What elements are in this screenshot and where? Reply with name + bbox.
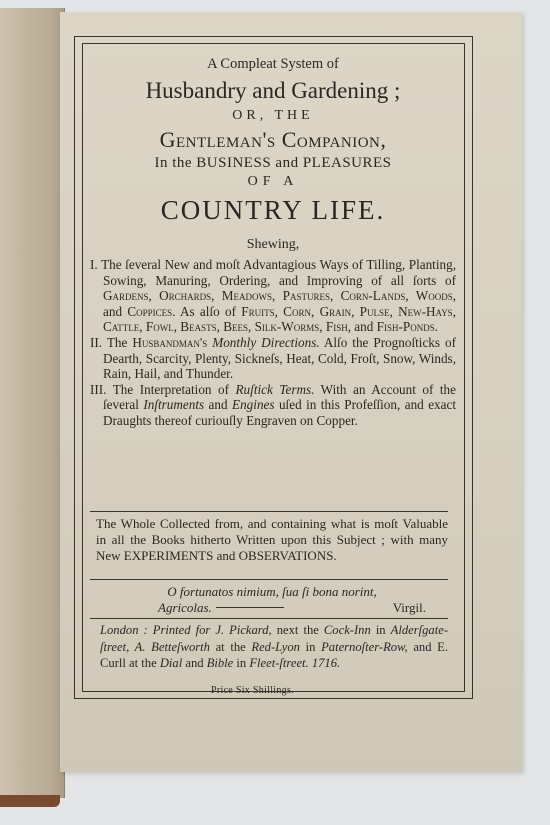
- imprint-text: London : Printed for: [100, 623, 216, 637]
- item-text: and: [351, 319, 377, 335]
- item-text: The: [106, 334, 133, 350]
- divider-rule: [90, 618, 448, 619]
- item-text: Fruits, Corn, Grain, Pulse, New-Hays, Cattle, Fowl, Beasts, Bees, Silk-Worms, Fish,: [103, 303, 456, 335]
- item-text: As alſo of: [175, 303, 242, 319]
- motto-line-1: O fortunatos nimium, ſua ſi bona norint,: [167, 584, 377, 599]
- motto-line-2: Agricolas.: [158, 600, 212, 615]
- imprint-text: in: [233, 656, 250, 670]
- title-line-7: COUNTRY LIFE.: [160, 195, 386, 225]
- imprint-text: Red-Lyon: [251, 639, 300, 654]
- item-text: Alſo the Prognoſticks of Dearth, Scarcity, Plenty, Sickneſs, Heat, Cold, Froſt, Snow, Winds, Rain, Hail, and Thunder.: [103, 334, 456, 382]
- item-text: Ruſtick Terms.: [235, 381, 315, 397]
- paragraph-text: EXPERIMENTS: [123, 547, 214, 563]
- title-line-5: In the BUSINESS and PLEASURES: [154, 155, 392, 171]
- item-number: III.: [90, 381, 107, 397]
- imprint-text: at the: [125, 656, 160, 670]
- title-line-2: Husbandry and Gardening ;: [145, 78, 401, 103]
- item-text: With an Account of the ſeveral: [103, 381, 456, 413]
- item-text: Engines: [232, 397, 275, 413]
- item-text: The ſeveral New and moſt Advantagious Ways of Tilling, Planting, Sowing, Manuring, Ordering, and Improving of all ſorts of: [101, 257, 456, 288]
- item-text: Husbandman's: [132, 334, 208, 350]
- motto-dash: [216, 607, 284, 608]
- imprint: [100, 622, 448, 672]
- list-item: [90, 257, 456, 335]
- list-item: [90, 382, 456, 429]
- item-text: Gardens, Orchards, Meadows, Pastures, Corn-Lands, Woods,: [103, 288, 456, 304]
- imprint-text: Cock-Inn: [323, 623, 371, 637]
- item-number: I.: [90, 257, 98, 272]
- item-text: and: [204, 397, 233, 413]
- imprint-text: in: [299, 639, 322, 654]
- imprint-text: Fleet-ſtreet. 1716.: [249, 656, 341, 670]
- whole-collected-paragraph: [96, 516, 448, 563]
- divider-rule: [90, 579, 448, 580]
- paragraph-text: The Whole Collected from, and containing what is moſt Valuable in all the Books hitherto Written upon this Subject ; with many New: [96, 516, 448, 563]
- item-text: Monthly Directions.: [212, 334, 320, 350]
- imprint-text: Paternoſter-Row,: [321, 639, 408, 654]
- imprint-text: in: [370, 623, 391, 637]
- imprint-text: at the: [209, 639, 252, 654]
- item-text: and: [103, 303, 128, 319]
- title-line-6: OF A: [247, 174, 299, 189]
- imprint-text: and: [407, 639, 438, 654]
- imprint-text: Dial: [159, 656, 183, 670]
- divider-rule: [90, 511, 448, 512]
- list-item: [90, 335, 456, 382]
- item-text: Fish-Ponds.: [376, 319, 439, 335]
- title-line-1: A Compleat System of: [207, 56, 339, 72]
- paragraph-text: and: [213, 547, 239, 563]
- contents-list: [90, 257, 456, 429]
- spine-edge: [0, 795, 60, 807]
- book-spine: [0, 8, 65, 798]
- imprint-text: Bible: [206, 656, 234, 670]
- item-text: Coppices.: [127, 303, 176, 319]
- imprint-text: E. Curll: [100, 639, 449, 670]
- paragraph-text: OBSERVATIONS.: [238, 547, 337, 563]
- title-line-4: Gentleman's Companion,: [159, 127, 387, 152]
- imprint-text: Alderſgate-ſtreet, A. Betteſworth: [100, 623, 449, 654]
- title-line-3: OR, THE: [232, 108, 314, 123]
- imprint-text: and: [182, 656, 207, 670]
- item-number: II.: [90, 334, 103, 350]
- item-text: Inſtruments: [143, 397, 205, 413]
- item-text: The Interpretation of: [112, 381, 236, 397]
- imprint-text: next the: [271, 623, 324, 637]
- imprint-text: J. Pickard,: [215, 623, 272, 637]
- motto: [96, 584, 448, 616]
- price-line: Price Six Shillings.: [211, 685, 294, 696]
- motto-author: Virgil.: [392, 600, 426, 615]
- title-block: [90, 54, 456, 429]
- shewing-heading: Shewing,: [246, 237, 300, 252]
- item-text: uſed in this Profeſſion, and exact Draughts thereof curiouſly Engraven on Copper.: [103, 397, 457, 428]
